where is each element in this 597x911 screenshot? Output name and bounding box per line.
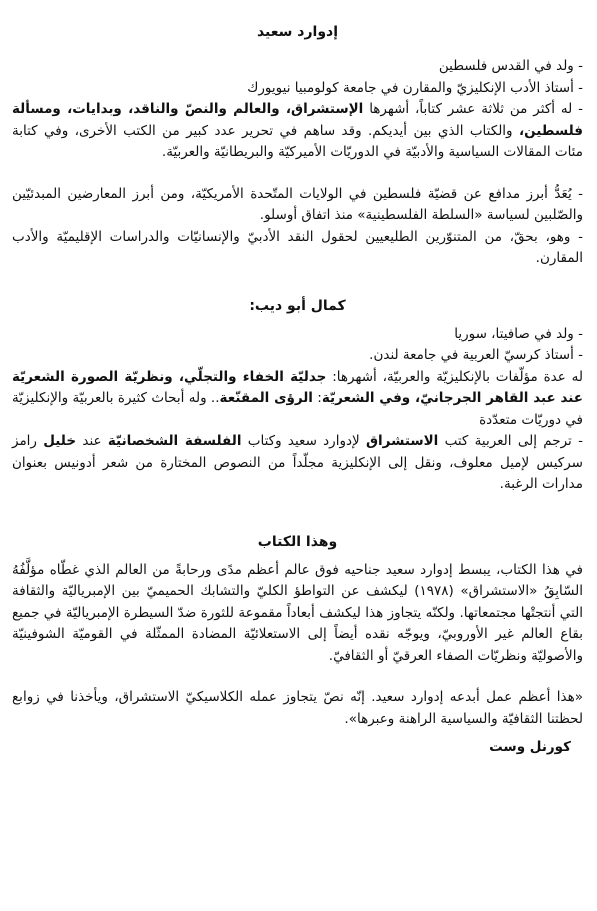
abudeeb-works-intro: له عدة مؤلّفات بالإنكليزيّة والعربيّة، أشهرها:: [326, 368, 583, 385]
abudeeb-works-titles: جدليّة الخفاء والتجلّي، ونظريّة الصورة الشعريّة عند عبد القاهر الجرجانيّ، وفي الشعريّة: [12, 368, 584, 406]
section-title-edward-said: إدوارد سعيد: [256, 24, 339, 40]
translations-rest: رامز سركيس لإميل معلوف، ونقل إلى الإنكليزية مجلّداً من النصوص المختارة من شعر أدونيس بعنوان مدارات الرغبة.: [12, 433, 583, 492]
abudeeb-birthplace: - ولد في صافيتا، سوريا: [454, 325, 583, 342]
said-works-intro: - له أكثر من ثلاثة عشر كتاباً، أشهرها: [363, 101, 583, 117]
said-birthplace: - ولد في القدس فلسطين: [438, 58, 583, 74]
section-title-kamal-abu-deeb: كمال أبو ديب:: [249, 297, 346, 314]
said-works: [12, 99, 583, 164]
said-palestine-advocacy: - يُعَدُّ أبرز مدافع عن قضيّة فلسطين في الولايات المتّحدة الأمريكيّة، ومن أبرز المعارضين المبدئيّين والصّلبين لسياسة «السلطة الفلسطينية» منذ اتفاق أوسلو.: [12, 185, 583, 223]
abudeeb-works: [12, 367, 583, 432]
translations-khalil: خليل: [43, 433, 77, 449]
translations-personalism: الفلسفة الشخصانيّة: [107, 433, 242, 449]
review-signature: كورنل وست: [489, 739, 571, 755]
book-description: في هذا الكتاب، يبسط إدوارد سعيد جناحيه فوق عالم أعظم مدًى ورحابةً من العالم الذي غطّاه مؤلَّفُهُ السّابِقُ «الاستشراق» (١٩٧٨) ليكشف عن التواطؤ الكليّ والتشابك الحميميّ بين الإمبرياليّة والثقافة التي أنتجتْها مجتمعاتها. ولكنّه يتجاوز هذا ليكشف أبعاداً مقموعة للثورة ضدّ السيطرة الإمبرياليّة في جميع بقاع العالم غير الأوروبيّ، ويوجّه نقده أيضاً إلى الاستعلائيّة المضادة الممثّلة في القوميّة الشوفينيّة والأصوليّة ونظريّات الصفاء العرقيّ أو الثقافيّ.: [12, 561, 583, 664]
translations-orientalism: الاستشراق: [365, 433, 439, 449]
translations-text-2: عند: [76, 433, 108, 449]
section-title-this-book: وهذا الكتاب: [257, 533, 338, 550]
said-scholarship: - وهو، بحقّ، من المتنوّرين الطليعيين لحقول النقد الأدبيّ والإنسانيّات والدراسات الإقليميّة والأدب المقارن.: [12, 228, 583, 266]
translations-text-1: لإدوارد سعيد وكتاب: [241, 433, 366, 449]
abudeeb-works-sep: :: [312, 390, 322, 406]
said-works-titles: الإستشراق، والعالم والنصّ والناقد، وبدايات، ومسألة فلسطين،: [12, 101, 583, 139]
said-professorship: - أستاذ الأدب الإنكليزيّ والمقارن في جامعة كولومبيا نيويورك: [247, 79, 583, 96]
translations-intro: - ترجم إلى العربية كتب: [438, 433, 583, 449]
abudeeb-professorship: - أستاذ كرسيّ العربية في جامعة لندن.: [369, 347, 583, 363]
abudeeb-works-rest: .. وله أبحاث كثيرة بالعربيّة والإنكليزيّة في دوريّات متعدّدة: [12, 390, 583, 428]
said-works-rest: والكتاب الذي بين أيديكم. وقد ساهم في تحرير عدد كبير من الكتب الأخرى، وفي كتابة مئات المقالات السياسية والأدبيّة في الدوريّات الأميركيّة والبريطانيّة والعربيّة.: [12, 122, 583, 160]
abudeeb-works-title-masks: الرؤى المقنّعة: [219, 390, 313, 406]
review-quote: «هذا أعظم عمل أبدعه إدوارد سعيد. إنّه نصّ يتجاوز عمله الكلاسيكيّ الاستشراق، ويأخذنا في زوابع لحظتنا الثقافيّة والسياسية الراهنة وعبرها».: [12, 689, 583, 727]
abudeeb-translations: [12, 431, 583, 496]
